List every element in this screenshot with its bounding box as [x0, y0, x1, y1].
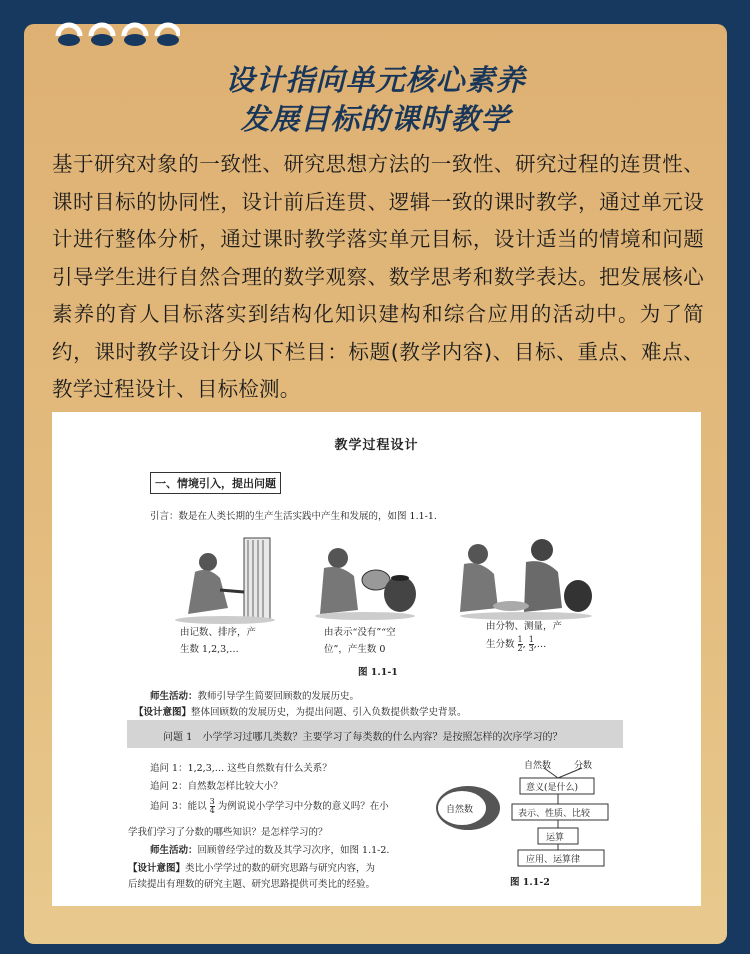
document-scan — [52, 412, 701, 906]
doc-intro: 引言：数是在人类长期的生产生活实践中产生和发展的，如图 1.1-1. — [150, 511, 437, 522]
caption-3b: 生分数 $\frac{1}{2}$ , $\frac{1}{3}$ ,… — [486, 635, 547, 653]
page-title-line2: 发展目标的课时教学 — [240, 102, 511, 136]
design-intent-1: 【设计意图】整体回顾数的发展历史，为提出问题、引入负数提供数学史背景。 — [134, 707, 467, 718]
figure-1-label: 图 1.1-1 — [358, 667, 398, 678]
number-study-diagram — [434, 758, 634, 868]
followup-3: 追问 3：能以 $\frac{3}{4}$ 为例说说小学学习中分数的意义吗？在小 — [150, 797, 389, 815]
page-title-line1: 设计指向单元核心素养 — [225, 63, 526, 97]
caption-2a: 由表示“没有”“空 — [324, 627, 396, 638]
followup-1: 追问 1：1,2,3,… 这些自然数有什么关系？ — [150, 763, 332, 774]
followup-3-cont: 学我们学习了分数的哪些知识？是怎样学习的？ — [128, 827, 328, 838]
question-bar — [127, 720, 623, 748]
doc-section-title: 一、情境引入，提出问题 — [150, 472, 281, 494]
caption-3a: 由分物、测量，产 — [486, 621, 563, 632]
diagram-ellipse-label: 自然数 — [446, 805, 474, 815]
caption-1b: 生数 1,2,3,… — [180, 644, 239, 655]
teacher-activity-1: 师生活动：教师引导学生简要回顾数的发展历史。 — [150, 691, 360, 702]
pottery-figure-illustration — [310, 536, 420, 621]
question-1: 问题 1 小学学习过哪几类数？主要学习了每类数的什么内容？是按照怎样的次序学习的？ — [163, 732, 563, 743]
sharing-figures-illustration — [456, 536, 596, 621]
body-paragraph: 基于研究对象的一致性、研究思想方法的一致性、研究过程的连贯性、课时目标的协同性，设计前后连贯、逻辑一致的课时教学，通过单元设计进行整体分析，通过课时教学落实单元目标，设计适当的情境和问题引导学生进行自然合理的数学观察、数学思考和数学表达。把发展核心素养的育人目标落实到结构化知识建构和综合应用的活动中。为了简约，课时教学设计分以下栏目：标题(教学内容)、目标、重点、难点、教学过程设计、目标检测。 — [52, 152, 704, 401]
design-intent-2-cont: 后续提出有理数的研究主题、研究思路提供可类比的经验。 — [128, 879, 376, 890]
followup-2: 追问 2：自然数怎样比较大小？ — [150, 781, 283, 792]
diagram-box4: 应用、运算律 — [526, 855, 581, 865]
teacher-activity-2: 师生活动：回顾曾经学过的数及其学习次序，如图 1.1-2. — [150, 845, 390, 856]
figure-2-label: 图 1.1-2 — [510, 877, 550, 888]
binder-rings-icon — [50, 6, 180, 50]
doc-heading: 教学过程设计 — [334, 438, 419, 453]
diagram-box3: 运算 — [546, 833, 565, 843]
counting-figure-illustration — [170, 530, 280, 625]
caption-1a: 由记数、排序，产 — [180, 627, 257, 638]
diagram-top2: 分数 — [574, 761, 593, 771]
diagram-box2: 表示、性质、比较 — [518, 809, 591, 819]
caption-2b: 位”，产生数 0 — [324, 644, 386, 655]
design-intent-2: 【设计意图】类比小学学过的数的研究思路与研究内容，为 — [128, 863, 376, 874]
diagram-box1: 意义(是什么) — [526, 783, 579, 793]
diagram-top1: 自然数 — [524, 761, 552, 771]
